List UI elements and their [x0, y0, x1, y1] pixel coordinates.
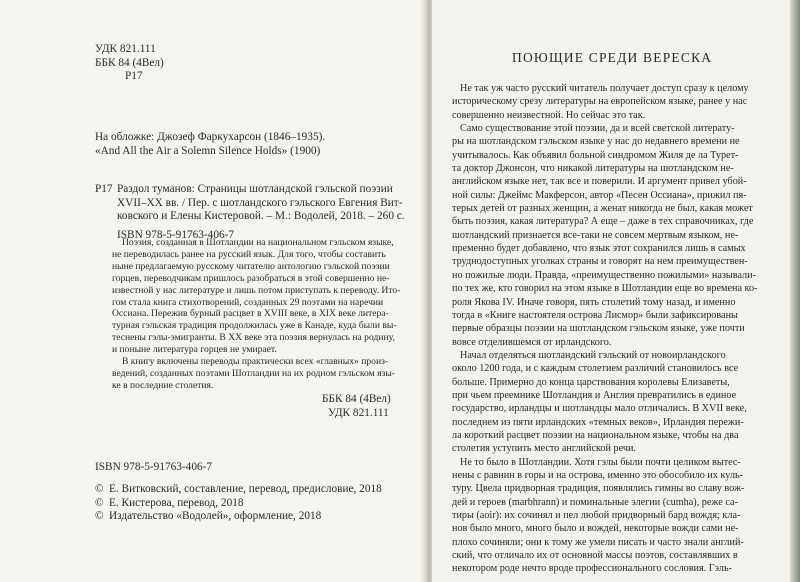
- annotation-line: горцев, переводчикам пришлось разобраться в этой совершенно не-: [112, 272, 390, 284]
- body-line: некотором роде нечто вроде профессионального сословия. Гэль-: [452, 563, 732, 575]
- body-line: последнем из пяти ирландских «темных веков», Ирландия пережи-: [452, 416, 744, 428]
- annotation-line: не переводилась ранее на русский язык. Для того, чтобы составить: [112, 248, 386, 260]
- author-mark: Р17: [125, 70, 143, 82]
- body-line: ла короткий расцвет поэзии на национальном языке, чтобы на два: [452, 429, 739, 441]
- body-line: нов было много, много было и вождей, некоторые вожди сами не-: [452, 523, 739, 535]
- body-line: нены с равнин в горы и на острова, именно это обособило их куль-: [452, 469, 744, 481]
- copyright-symbol: ©: [95, 483, 104, 495]
- annotation-line: теснены гэлы-эмигранты. В XX веке эта поэзия вернулась на родину,: [112, 332, 395, 344]
- body-text: [452, 82, 757, 576]
- isbn-bottom: ISBN 978-5-91763-406-7: [95, 461, 213, 473]
- body-line: но пожилые люди. Правда, «преимущественно пожилыми» называли-: [452, 269, 756, 281]
- chapter-title: ПОЮЩИЕ СРЕДИ ВЕРЕСКА: [512, 50, 713, 65]
- body-line: ский, что отличало их от основной массы поэтов, составлявших в: [452, 550, 738, 562]
- bbk-index: ББК 84 (4Вел): [322, 393, 391, 405]
- copyright-text: Издательство «Водолей», оформление, 2018: [109, 510, 322, 522]
- body-line: шотландский признается все-таки не совсем мертвым языком, не-: [452, 229, 739, 241]
- udk-header: [95, 43, 164, 84]
- body-line: Не так уж часто русский читатель получает доступ сразу к целому: [460, 83, 749, 94]
- cover-note: [95, 131, 325, 158]
- biblio-code: Р17: [95, 183, 113, 195]
- annotation-line: и поныне литература горцев не умирает.: [112, 344, 277, 356]
- cover-note-line: На обложке: Джозеф Фаркухарсон (1846–1935).: [95, 131, 326, 143]
- body-line: больше. Примерно до конца царствования королевы Елизаветы,: [452, 376, 730, 388]
- biblio-line: XVII–XX вв. / Пер. с шотландского гэльского Евгения Вит-: [117, 196, 403, 209]
- body-line: государство, ирландцы и шотландцы мало отличались. В XVII веке,: [452, 403, 747, 415]
- body-line: роля Якова IV. Иначе говоря, пять столетий тому назад, и именно: [452, 296, 736, 308]
- udk-code: УДК 821.111: [95, 43, 156, 55]
- copyright-line: [95, 510, 382, 524]
- copyright-line: [95, 483, 382, 497]
- body-line: ры на шотландском гэльском языке у нас до недавнего времени не: [452, 136, 740, 148]
- body-line: первые образцы поэзии на шотландском гэльском языке, уже почти: [452, 323, 745, 335]
- body-line: та доктор Джонсон, что никакой литературы на шотландском не-: [452, 163, 734, 175]
- body-line: дей и героев (marbhrann) и поминальные элегии (cumha), реже са-: [452, 496, 738, 508]
- body-line: совершенно неизвестной. Но сейчас это так.: [452, 109, 646, 121]
- annotation-line: ке в последние столетия.: [112, 379, 214, 391]
- copyright-text: Е. Витковский, составление, перевод, предисловие, 2018: [109, 483, 382, 495]
- body-line: пременно будет добавлено, что язык этот сохранился лишь в самых: [452, 243, 746, 255]
- biblio-line: ковского и Елены Кистеровой. – М.: Водолей, 2018. – 260 с.: [117, 210, 405, 222]
- body-line: тогда в «Книге настоятеля острова Лисмор» были зафиксированы: [452, 309, 738, 321]
- biblio-line: Раздол туманов: Страницы шотландской гэльской поэзии: [117, 183, 393, 195]
- copyright-line: [95, 497, 382, 511]
- annotation-line: ныне предлагаемую русскому читателю антологию гэльской поэзии: [112, 260, 390, 272]
- body-line: по тех же, кто говорил на этом языке в Шотландии еще во времена ко-: [452, 283, 758, 295]
- body-line: столетия уступить место английской речи.: [452, 443, 636, 455]
- annotation-line: Оссиана. Пережив бурный расцвет в XVIII веке, в XIX веке литера-: [112, 308, 389, 320]
- body-line: ной силы: Джеймс Макферсон, автор «Песен Оссиана», прижил пя-: [452, 189, 747, 201]
- body-line: терых детей от разных женщин, а женат никогда не был, какая может: [452, 203, 753, 215]
- body-line: Само существование этой поэзии, да и всей светской литерату-: [460, 123, 735, 135]
- body-line: вовсе отделившемся от ирландского.: [452, 336, 612, 348]
- body-line: английском языке нет, так все и поверили. И аргумент привел убой-: [452, 176, 747, 188]
- body-line: около 1200 года, и с каждым столетием различий становилось все: [452, 363, 739, 375]
- body-line: труднодоступных уголках страны и говорят на нем преимуществен-: [452, 256, 748, 268]
- copyright-symbol: ©: [95, 496, 104, 509]
- copyright-block: [95, 483, 382, 524]
- index-codes: [322, 393, 391, 420]
- annotation-line: турная гэльская традиция продолжилась уже в Канаде, куда были вы-: [112, 320, 397, 332]
- copyright-symbol: ©: [95, 510, 104, 522]
- annotation-line: известной у нас литературе и лишь потом приступать к переводу. Ито-: [112, 284, 401, 296]
- right-page-edge: [790, 0, 800, 582]
- annotation-line: Поэзия, созданная в Шотландии на национальном гэльском языке,: [122, 237, 394, 248]
- udk-index: УДК 821.111: [328, 406, 389, 419]
- body-line: туру. Цвела придворная традиция, появлялись гимны во славу вож-: [452, 483, 745, 495]
- bbk-code: ББК 84 (4Вел): [95, 56, 164, 69]
- annotation-line: гом стала книга стихотворений, созданных 29 поэтами на наречии: [112, 296, 384, 308]
- cover-note-line: «And All the Air a Solemn Silence Holds» (1900): [95, 144, 321, 157]
- body-line: тиры (aoir): их сочинял и пел любой придворный бард вождя; кла-: [452, 510, 741, 521]
- annotation: [112, 237, 400, 392]
- annotation-line: ведений, созданных поэтами Шотландии на их родном гэльском язы-: [112, 367, 395, 379]
- bibliographic-record: [95, 183, 405, 242]
- body-line: быть поэзия, какая литература? А еще – даже в тех справочниках, где: [452, 216, 754, 228]
- body-line: Не то было в Шотландии. Хотя гэлы были почти целиком вытес-: [460, 456, 741, 468]
- body-line: учитывалось. Как объявил больной синдромом Жиля де ла Турет-: [452, 149, 739, 161]
- body-line: историческому срезу литературы на европейском языке, ранее у нас: [452, 96, 748, 108]
- annotation-line: В книгу включены переводы практически всех «главных» произ-: [122, 356, 389, 368]
- body-line: Начал отделяться шотландский гэльский от новоирландского: [460, 349, 726, 361]
- body-line: при чьем преемнике Шотландия и Англия превратились в единое: [452, 389, 737, 401]
- isbn-line: ISBN 978-5-91763-406-7: [117, 228, 235, 241]
- body-line: плохо сочиняли; они к тому же умели писать и часто знали англий-: [452, 536, 744, 548]
- copyright-text: Е. Кистерова, перевод, 2018: [109, 496, 244, 509]
